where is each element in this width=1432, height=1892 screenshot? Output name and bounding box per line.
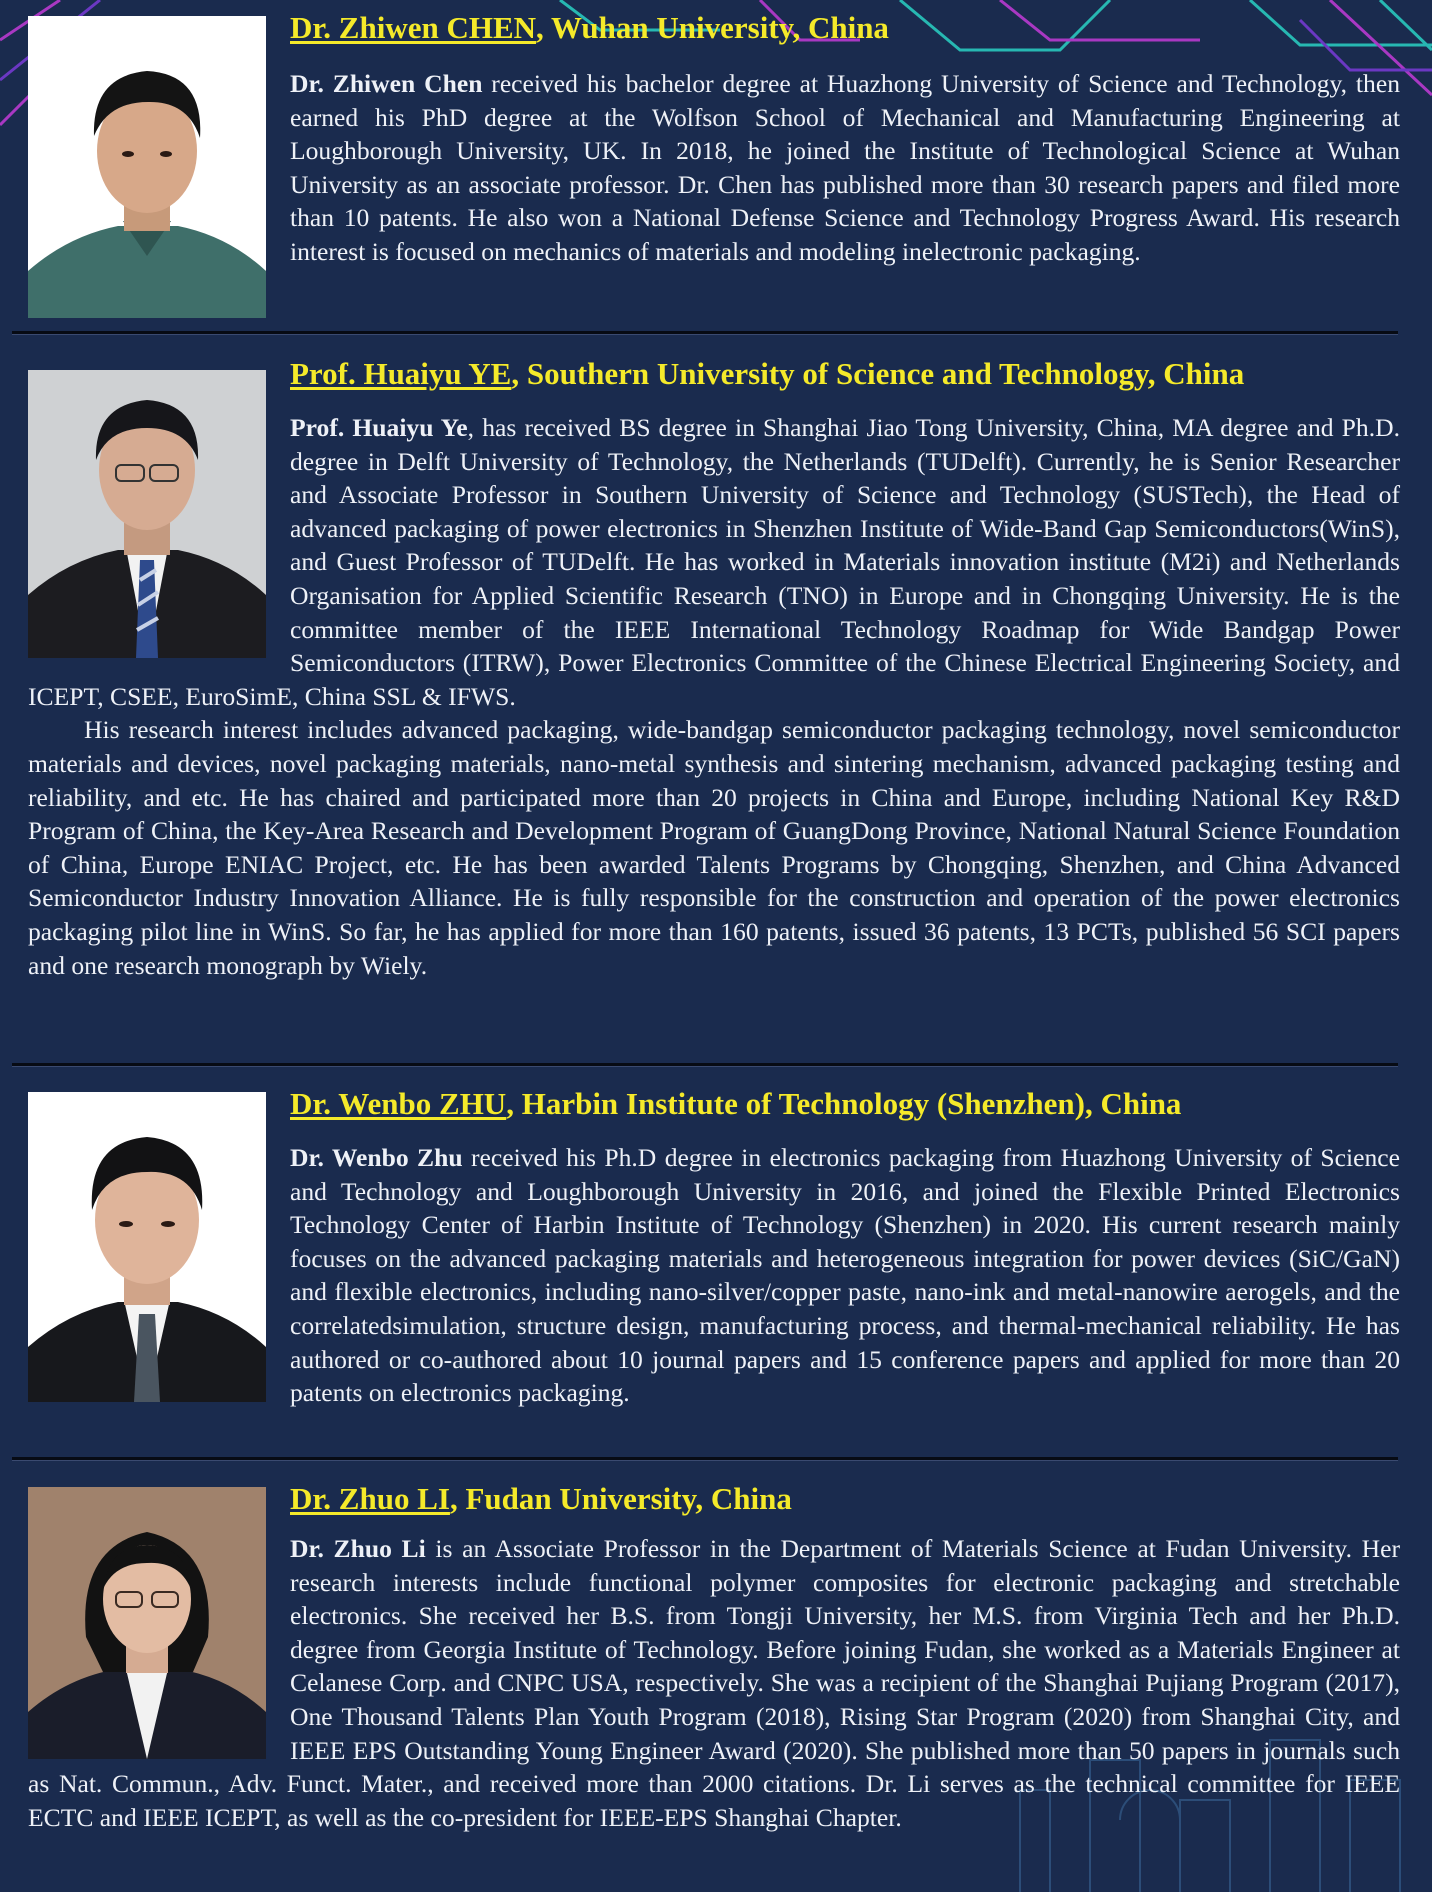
section-divider: [12, 331, 1398, 335]
speaker-card-li: [28, 1483, 1400, 1883]
speaker-name: Dr. Wenbo ZHU: [290, 1086, 507, 1121]
speaker-heading-zhu: [290, 1085, 1400, 1123]
speaker-photo-chen: [28, 16, 266, 318]
bio-lead-name: Prof. Huaiyu Ye: [290, 413, 468, 442]
speaker-bio-zhu: [28, 1141, 1400, 1410]
bio-lead-name: Dr. Zhuo Li: [290, 1534, 426, 1563]
section-divider: [12, 1063, 1398, 1067]
speaker-card-chen: [28, 12, 1400, 322]
speaker-bio-li: [28, 1532, 1400, 1834]
bio-lead-name: Dr. Zhiwen Chen: [290, 69, 483, 98]
speaker-affiliation: , Southern University of Science and Technology, China: [511, 356, 1245, 391]
speaker-name: Prof. Huaiyu YE: [290, 356, 512, 391]
bio-lead-name: Dr. Wenbo Zhu: [290, 1143, 463, 1172]
bio-text: received his bachelor degree at Huazhong University of Science and Technology, then earned his PhD degree at the Wolfson School of Mechanical and Manufacturing Engineering at Loughborough University, UK. In 2018, he joined the Institute of Technological Science at Wuhan University as an associate professor. Dr. Chen has published more than 30 research papers and filed more than 10 patents. He also won a National Defense Science and Technology Progress Award. His research interest is focused on mechanics of materials and modeling inelectronic packaging.: [290, 69, 1400, 266]
speaker-heading-ye: [290, 355, 1400, 393]
speaker-name: Dr. Zhiwen CHEN: [290, 10, 537, 45]
speaker-bio-chen: [290, 67, 1400, 269]
bio-text: is an Associate Professor in the Department of Materials Science at Fudan University. Her research interests include functional polymer composites for electronic packaging and stretchable electronics. She received her B.S. from Tongji University, her M.S. from Virginia Tech and her Ph.D. degree from Georgia Institute of Technology. Before joining Fudan, she worked as a Materials Engineer at Celanese Corp. and CNPC USA, respectively. She was a recipient of the Shanghai Pujiang Program (2017), One Thousand Talents Plan Youth Program (2018), Rising Star Program (2020) from Shanghai City, and IEEE EPS Outstanding Young Engineer Award (2020). She published more than 50 papers in journals such as Nat. Commun., Adv. Funct. Mater., and received more than 2000 citations. Dr. Li serves as the technical committee for IEEE ECTC and IEEE ICEPT, as well as the co-president for IEEE-EPS Shanghai Chapter.: [28, 1534, 1400, 1832]
speaker-bio-ye: [28, 411, 1400, 982]
speaker-affiliation: , Harbin Institute of Technology (Shenzhen), China: [506, 1086, 1182, 1121]
speaker-heading-chen: [290, 9, 1400, 47]
speaker-card-zhu: [28, 1088, 1400, 1448]
speaker-name: Dr. Zhuo LI: [290, 1481, 450, 1516]
speaker-heading-li: [290, 1480, 1400, 1518]
section-divider: [12, 1457, 1398, 1461]
speaker-affiliation: , Wuhan University, China: [536, 10, 889, 45]
speaker-affiliation: , Fudan University, China: [449, 1481, 792, 1516]
bio-text: received his Ph.D degree in electronics packaging from Huazhong University of Science and Technology and Loughborough University in 2016, and joined the Flexible Printed Electronics Technology Center of Harbin Institute of Technology (Shenzhen) in 2020. His current research mainly focuses on the advanced packaging materials and heterogeneous integration for power devices (SiC/GaN) and flexible electronics, including nano-silver/copper paste, nano-ink and metal-nanowire aerogels, and the correlatedsimulation, structure design, manufacturing process, and thermal-mechanical reliability. He has authored or co-authored about 10 journal papers and 15 conference papers and applied for more than 20 patents on electronics packaging.: [290, 1143, 1400, 1408]
bio-text: , has received BS degree in Shanghai Jiao Tong University, China, MA degree and Ph.D. degree in Delft University of Technology, the Netherlands (TUDelft). Currently, he is Senior Researcher and Associate Professor in Southern University of Science and Technology (SUSTech), the Head of advanced packaging of power electronics in Shenzhen Institute of Wide-Band Gap Semiconductors(WinS), and Guest Professor of TUDelft. He has worked in Materials innovation institute (M2i) and Netherlands Organisation for Applied Scientific Research (TNO) in Europe and in Chongqing University. He is the committee member of the IEEE International Technology Roadmap for Wide Bandgap Power Semiconductors (ITRW), Power Electronics Committee of the Chinese Electrical Engineering Society, and ICEPT, CSEE, EuroSimE, China SSL & IFWS.: [28, 413, 1400, 711]
bio-text-paragraph-2: His research interest includes advanced packaging, wide-bandgap semiconductor packaging technology, novel semiconductor materials and devices, novel packaging materials, nano-metal synthesis and sintering mechanism, advanced packaging testing and reliability, and etc. He has chaired and participated more than 20 projects in China and Europe, including National Key R&D Program of China, the Key-Area Research and Development Program of GuangDong Province, National Natural Science Foundation of China, Europe ENIAC Project, etc. He has been awarded Talents Programs by Chongqing, Shenzhen, and China Advanced Semiconductor Industry Innovation Alliance. He is fully responsible for the construction and operation of the power electronics packaging pilot line in WinS. So far, he has applied for more than 160 patents, issued 36 patents, 13 PCTs, published 56 SCI papers and one research monograph by Wiely.: [28, 715, 1400, 980]
speaker-card-ye: [28, 358, 1400, 1058]
